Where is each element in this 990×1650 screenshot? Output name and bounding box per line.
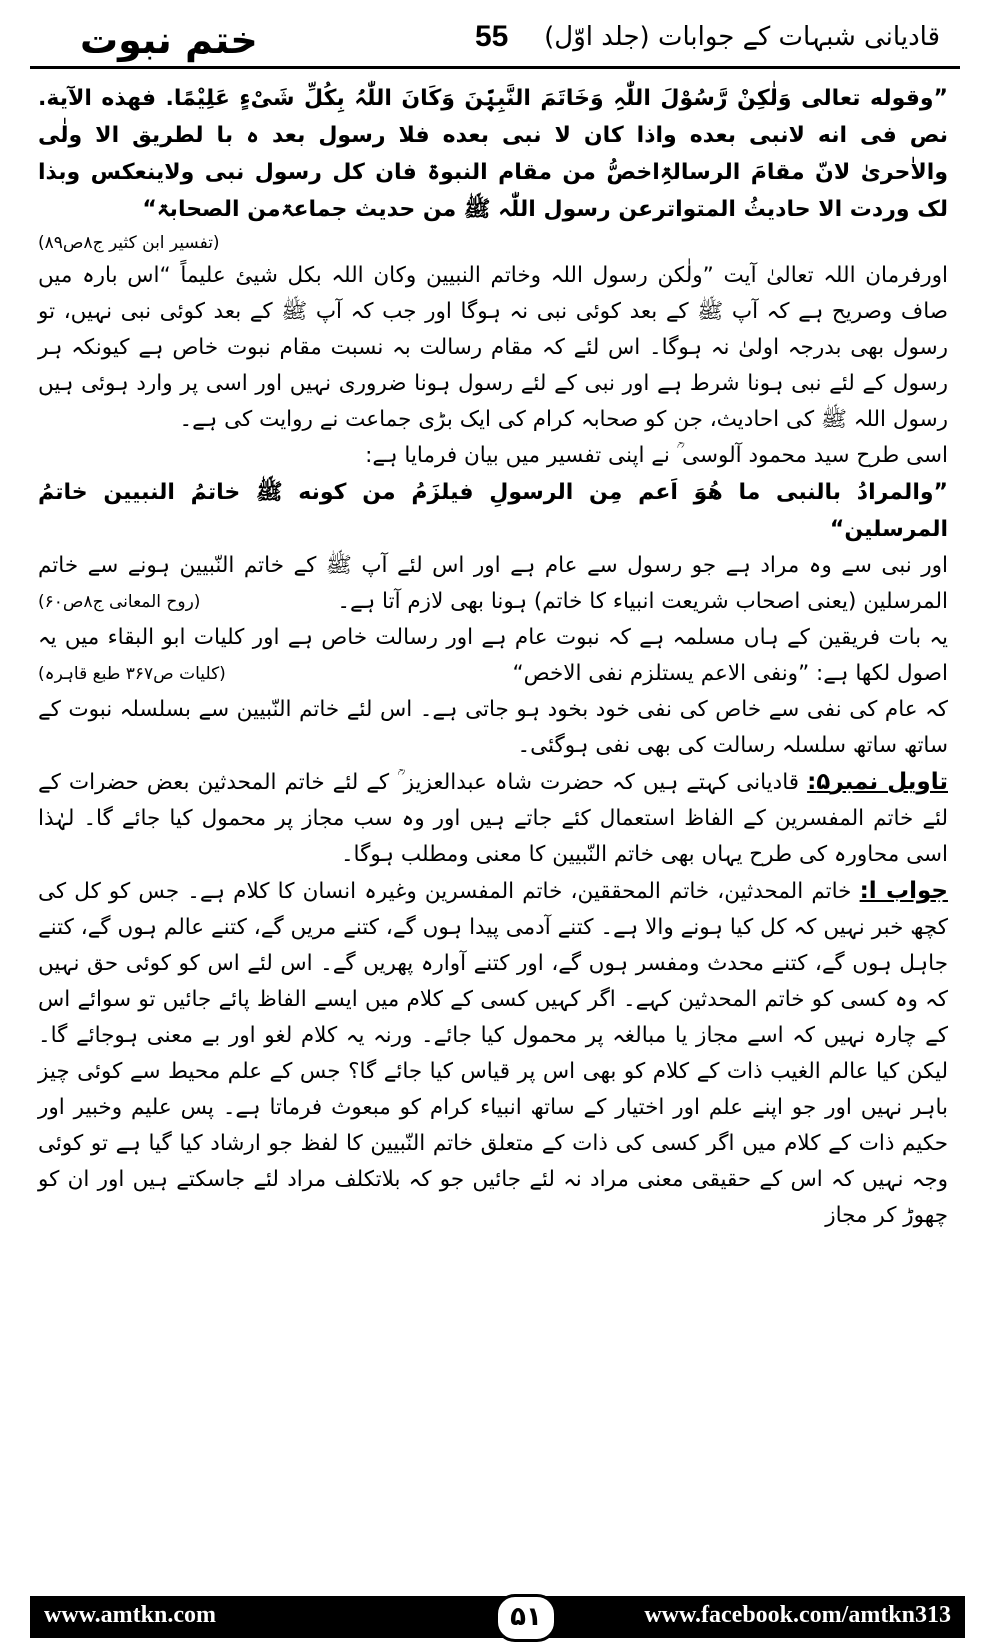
paragraph-alusi-intro: اسی طرح سید محمود آلوسی ؒ نے اپنی تفسیر میں بیان فرمایا ہے:	[365, 443, 948, 468]
tawil-5-section	[38, 764, 948, 873]
facebook-link[interactable]: www.facebook.com/amtkn313	[644, 1602, 951, 1628]
paragraph-conclusion: کہ عام کی نفی سے خاص کی نفی خود بخود ہو جاتی ہے۔ اس لئے خاتم النّبیین سے بسلسلہ نبوت کے ساتھ ساتھ سلسلہ رسالت کی بھی نفی ہوگئی۔	[38, 697, 948, 758]
paragraph-translation: اورفرمان اللہ تعالیٰ آیت ”ولٰکن رسول اللہ وخاتم النبیین وکان اللہ بکل شیئ علیماً “اس بارہ میں صاف وصریح ہے کہ آپ ﷺ کے بعد کوئی نبی نہ ہوگا اور جب کہ آپ ﷺ کے بعد کوئی نبی نہیں، تو رسول بھی بدرجہ اولیٰ نہ ہوگا۔ اس لئے کہ مقام رسالت بہ نسبت مقام نبوت خاص ہے کیونکہ ہر رسول کے لئے نبی ہونا شرط ہے اور نبی کے لئے رسول ہونا ضروری نہیں اور اسی پر وارد ہوئی ہیں رسول اللہ ﷺ کی احادیث، جن کو صحابہ کرام کی ایک بڑی جماعت نے روایت کی ہے۔	[38, 263, 948, 432]
book-title: قادیانی شبہات کے جوابات (جلد اوّل)	[544, 22, 940, 52]
footer-page-number: ۵۱	[495, 1594, 557, 1642]
alusi-translation-text: اور نبی سے وہ مراد ہے جو رسول سے عام ہے اور اس لئے آپ ﷺ کے خاتم النّبیین ہونے سے خاتم المرسلین (یعنی اصحاب شریعت انبیاء کا خاتم) ہونا بھی لازم آتا ہے۔	[38, 553, 948, 614]
tawil-5-text: قادیانی کہتے ہیں کہ حضرت شاہ عبدالعزیز ؒ کے لئے خاتم المحدثین بعض حضرات کے لئے خاتم المفسرین کے الفاظ استعمال کئے جاتے ہیں اور وہ سب مجاز پر محمول کیا جائے گا۔ لہٰذا اسی محاورہ کی طرح یہاں بھی خاتم النّبیین کا معنی ومطلب ہوگا۔	[38, 770, 948, 867]
jawab-1-text: خاتم المحدثین، خاتم المحققین، خاتم المفسرین وغیرہ انسان کا کلام ہے۔ جس کو کل کی کچھ خبر نہیں کہ کل کیا ہونے والا ہے۔ کتنے آدمی پیدا ہوں گے، کتنے مریں گے، کتنے عالم ہوں گے، کتنے جاہل ہوں گے، کتنے محدث ومفسر ہوں گے، اور کتنے آوارہ پھریں گے۔ اس لئے اس کو کوئی حق نہیں کہ وہ کسی کو خاتم المحدثین کہے۔ اگر کہیں کسی کے کلام میں ایسے الفاظ پائے جائیں تو سوائے اس کے چارہ نہیں کہ اسے مجاز یا مبالغہ پر محمول کیا جائے۔ ورنہ یہ کلام لغو اور بے معنی ہوجائے گا۔ لیکن کیا عالم الغیب ذات کے کلام کو بھی اس پر قیاس کیا جائے گا؟ جس کے علم محیط سے کوئی چیز باہر نہیں اور جو اپنے علم اور اختیار کے ساتھ انبیاء کرام کو مبعوث فرماتا ہے۔ پس علیم وخبیر اور حکیم ذات کے کلام میں اگر کسی کی ذات کے متعلق خاتم النّبیین کا لفظ جو ارشاد کیا گیا ہے تو کوئی وجہ نہیں کہ اس کے حقیقی معنی مراد نہ لئے جائیں جو کہ بلاتکلف مراد لئے جاسکتے ہیں اور ان کو چھوڑ کر مجاز	[38, 879, 948, 1228]
paragraph-alusi-translation	[38, 548, 948, 620]
reference-ibn-kathir: (تفسیر ابن کثیر ج۸ص۸۹)	[38, 233, 220, 253]
reference-ruh-al-maani: (روح المعانی ج۸ص۶۰)	[38, 592, 201, 612]
page-body	[38, 80, 948, 1234]
reference-kulliyat: (کلیات ص۳۶۷ طبع قاہرہ)	[38, 664, 226, 684]
header-rule	[30, 66, 960, 69]
header-page-number: 55	[475, 20, 509, 53]
page-header	[30, 18, 960, 62]
arabic-quote-ibn-kathir: ”وقوله تعالی وَلٰکِنْ رَّسُوْلَ اللّٰہِ وَخَاتَمَ النَّبِیّٖنَ وَکَانَ اللّٰہُ بِکُلِّ شَیْءٍ عَلِیْمًا. فهذه الآية. نص فی انه لانبی بعده واذا کان لا نبی بعده فلا رسول بعد ہ با لطریق الا ولٰی والاٰحریٰ لانّ مقامَ الرسالۃِاخصُّ من مقام النبوۃ فان کل رسول نبی ولاینعکس وبذا لک وردت الا حادیثُ المتواترعن رسول اللّٰہ ﷺ من حدیث جماعۃمن الصحابۃ“	[38, 86, 948, 222]
page-footer	[30, 1596, 965, 1638]
kulliyat-text: یہ بات فریقین کے ہاں مسلمہ ہے کہ نبوت عام ہے اور رسالت خاص ہے اور کلیات ابو البقاء میں یہ اصول لکھا ہے: ”ونفی الاعم یستلزم نفی الاخص“	[38, 625, 948, 686]
tawil-5-label: تاویل نمبر۵:	[807, 769, 948, 795]
arabic-quote-alusi: ”والمرادُ بالنبی ما ھُوَ اَعم مِن الرسولِ فیلزَمُ من کونه ﷺ خاتمُ النبیین خاتمُ المرسلین“	[38, 480, 948, 542]
jawab-1-label: جواب ا:	[859, 878, 948, 904]
jawab-1-section	[38, 873, 948, 1234]
brand-title: ختم نبوت	[80, 18, 258, 62]
website-link[interactable]: www.amtkn.com	[44, 1602, 216, 1628]
paragraph-kulliyat	[38, 620, 948, 692]
